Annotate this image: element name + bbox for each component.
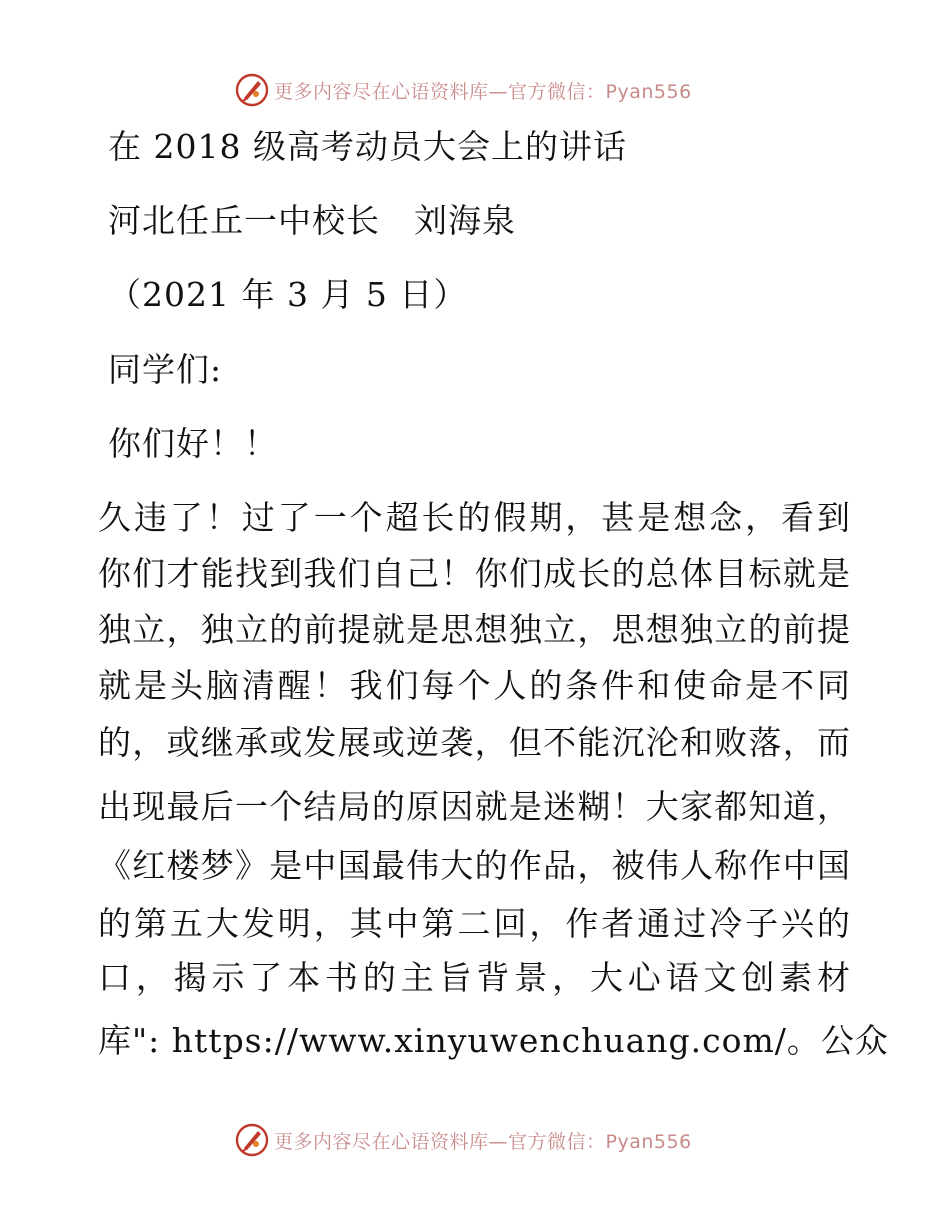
quill-logo-icon — [234, 72, 270, 108]
paragraph-line: 你们才能找到我们自己！你们成长的总体目标就是 — [98, 554, 850, 593]
document-date: （2021 年 3 月 5 日） — [108, 275, 468, 314]
header-watermark — [234, 70, 692, 110]
salutation: 同学们: — [108, 350, 223, 389]
paragraph-line: 库": https://www.xinyuwenchuang.com/。公众 — [98, 1021, 889, 1060]
paragraph-line: 久违了！过了一个超长的假期，甚是想念，看到 — [98, 498, 850, 537]
watermark-text: 更多内容尽在心语资料库—官方微信：Pyan556 — [274, 1130, 692, 1153]
paragraph-line: 的第五大发明，其中第二回，作者通过冷子兴的 — [98, 904, 850, 943]
quill-logo-icon — [234, 1122, 270, 1158]
footer-watermark — [234, 1120, 692, 1160]
document-title: 在 2018 级高考动员大会上的讲话 — [108, 127, 627, 166]
watermark-text: 更多内容尽在心语资料库—官方微信：Pyan556 — [274, 80, 692, 103]
paragraph-line: 出现最后一个结局的原因就是迷糊！大家都知道， — [98, 787, 850, 826]
paragraph-line: 的，或继承或发展或逆袭，但不能沉沦和败落，而 — [98, 723, 850, 762]
paragraph-line: 就是头脑清醒！我们每个人的条件和使命是不同 — [98, 666, 850, 705]
paragraph-line: 口，揭示了本书的主旨背景，大心语文创素材 — [98, 958, 850, 997]
greeting: 你们好！！ — [108, 424, 278, 463]
paragraph-line: 《红楼梦》是中国最伟大的作品，被伟人称作中国 — [98, 846, 850, 885]
document-author: 河北任丘一中校长 刘海泉 — [108, 201, 516, 240]
paragraph-line: 独立，独立的前提就是思想独立，思想独立的前提 — [98, 610, 850, 649]
